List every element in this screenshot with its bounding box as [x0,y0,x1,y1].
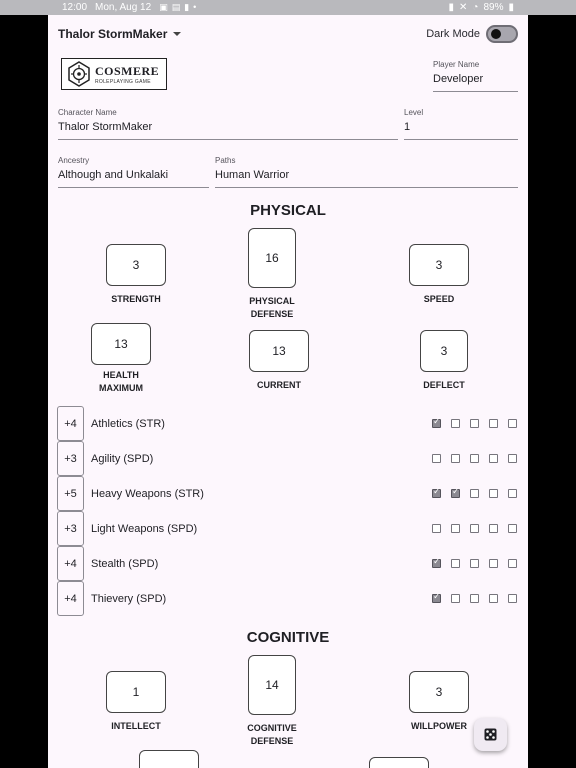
rank-checkbox[interactable] [489,594,498,603]
status-time: 12:00 [62,2,88,13]
skill-row [57,546,521,581]
physical-section-title: PHYSICAL [250,202,326,219]
rank-checkbox[interactable] [489,524,498,533]
deflect-label: DEFLECT [423,380,465,390]
character-name-field[interactable] [58,108,398,140]
strength-stat [91,244,181,306]
current-health-stat [234,330,324,392]
willpower-stat [394,671,484,733]
rank-checkbox[interactable] [470,489,479,498]
speed-stat [394,244,484,306]
rank-checkbox[interactable] [432,454,441,463]
logo-subtitle: ROLEPLAYING GAME [95,78,151,85]
rank-checkbox[interactable] [432,419,441,428]
skill-ranks [432,419,521,428]
notification-icons [159,0,196,15]
strength-box[interactable]: 3 [106,244,166,286]
skill-modifier[interactable]: +4 [57,546,84,581]
willpower-label: WILLPOWER [411,721,467,731]
battery-icon: ▮ [508,2,514,13]
dot-icon: • [193,2,197,12]
skill-name: Thievery (SPD) [91,592,167,605]
dark-mode-label: Dark Mode [426,28,480,40]
rank-checkbox[interactable] [451,594,460,603]
character-name-value: Thalor StormMaker [58,121,153,133]
dice-icon [484,728,497,741]
skill-modifier[interactable]: +5 [57,476,84,511]
ancestry-value: Although and Unkalaki [58,169,169,181]
speed-box[interactable]: 3 [409,244,469,286]
status-date: Mon, Aug 12 [95,2,152,13]
logo-title: COSMERE [95,63,160,78]
skill-row [57,406,521,441]
physical-defense-box[interactable]: 16 [248,228,296,288]
skill-row [57,511,521,546]
rank-checkbox[interactable] [470,559,479,568]
rank-checkbox[interactable] [508,524,517,533]
rank-checkbox[interactable] [470,524,479,533]
intellect-box[interactable]: 1 [106,671,166,713]
rank-checkbox[interactable] [432,489,441,498]
paths-label: Paths [215,156,236,165]
physical-defense-stat [242,228,302,321]
dark-mode-control [426,25,518,43]
speed-label: SPEED [423,294,455,304]
player-name-label: Player Name [433,60,480,69]
level-label: Level [404,108,424,117]
rank-checkbox[interactable] [508,489,517,498]
strength-label: STRENGTH [111,294,161,304]
level-value: 1 [404,121,411,133]
roll-dice-button[interactable] [474,718,507,751]
intellect-stat [91,671,181,733]
intellect-label: INTELLECT [111,721,161,731]
rank-checkbox[interactable] [451,524,460,533]
skill-modifier[interactable]: +4 [57,406,84,441]
lock-icon: ▮ [448,2,455,13]
level-field[interactable] [404,108,518,140]
willpower-box[interactable]: 3 [409,671,469,713]
skill-modifier[interactable]: +3 [57,441,84,476]
mute-icon: ✕ [459,2,468,13]
skill-name: Stealth (SPD) [91,557,159,570]
rank-checkbox[interactable] [451,559,460,568]
ancestry-label: Ancestry [58,156,90,165]
deflect-stat [414,330,474,392]
rank-checkbox[interactable] [451,419,460,428]
caret-down-icon [173,32,181,36]
sync-icon: ▤ [171,2,181,12]
dark-mode-toggle[interactable] [486,25,518,43]
rank-checkbox[interactable] [470,419,479,428]
cosmere-emblem-icon [65,60,93,88]
rank-checkbox[interactable] [451,454,460,463]
battery-saver-icon: ▮ [184,2,190,12]
rank-checkbox[interactable] [489,559,498,568]
skill-ranks [432,524,521,533]
rank-checkbox[interactable] [470,454,479,463]
cognitive-defense-label: COGNITIVE DEFENSE [247,723,297,746]
next-stat-box[interactable] [139,750,199,768]
character-sheet [48,15,528,768]
rank-checkbox[interactable] [489,419,498,428]
ancestry-field[interactable] [58,156,209,188]
rank-checkbox[interactable] [508,454,517,463]
paths-value: Human Warrior [215,169,290,181]
health-maximum-label: HEALTH MAXIMUM [99,370,143,393]
rank-checkbox[interactable] [508,594,517,603]
rank-checkbox[interactable] [470,594,479,603]
skill-ranks [432,454,521,463]
skill-name: Agility (SPD) [91,452,154,465]
battery-percent: 89% [483,2,504,13]
skill-row [57,441,521,476]
cognitive-defense-box[interactable]: 14 [248,655,296,715]
rank-checkbox[interactable] [432,594,441,603]
rank-checkbox[interactable] [451,489,460,498]
character-select-dropdown[interactable] [58,27,181,41]
skill-name: Heavy Weapons (STR) [91,487,204,500]
toggle-knob [491,29,501,39]
skill-modifier[interactable]: +3 [57,511,84,546]
current-health-box[interactable]: 13 [249,330,309,372]
wifi-icon: ◔ [472,2,479,13]
rank-checkbox[interactable] [489,454,498,463]
rank-checkbox[interactable] [432,524,441,533]
current-health-label: CURRENT [257,380,301,390]
rank-checkbox[interactable] [489,489,498,498]
deflect-box[interactable]: 3 [420,330,468,372]
rank-checkbox[interactable] [508,559,517,568]
paths-field[interactable] [215,156,518,188]
rank-checkbox[interactable] [508,419,517,428]
character-select-value: Thalor StormMaker [58,27,168,41]
image-icon: ▣ [159,2,168,12]
skill-row [57,476,521,511]
skill-name: Athletics (STR) [91,417,165,430]
top-bar [58,23,518,45]
skill-ranks [432,559,521,568]
skill-row [57,581,521,616]
physical-defense-label: PHYSICAL DEFENSE [249,296,295,319]
skill-name: Light Weapons (SPD) [91,522,198,535]
rank-checkbox[interactable] [432,559,441,568]
cognitive-section-title: COGNITIVE [246,629,330,646]
player-name-value: Developer [433,73,484,85]
skill-ranks [432,489,521,498]
skill-modifier[interactable]: +4 [57,581,84,616]
player-name-field[interactable] [433,60,518,92]
cosmere-logo [61,58,167,90]
health-maximum-box[interactable]: 13 [91,323,151,365]
character-name-label: Character Name [58,108,117,117]
health-maximum-stat [91,323,151,395]
skill-ranks [432,594,521,603]
system-status-bar [0,0,576,15]
next-stat-box[interactable] [369,757,429,768]
cognitive-defense-stat [242,655,302,748]
